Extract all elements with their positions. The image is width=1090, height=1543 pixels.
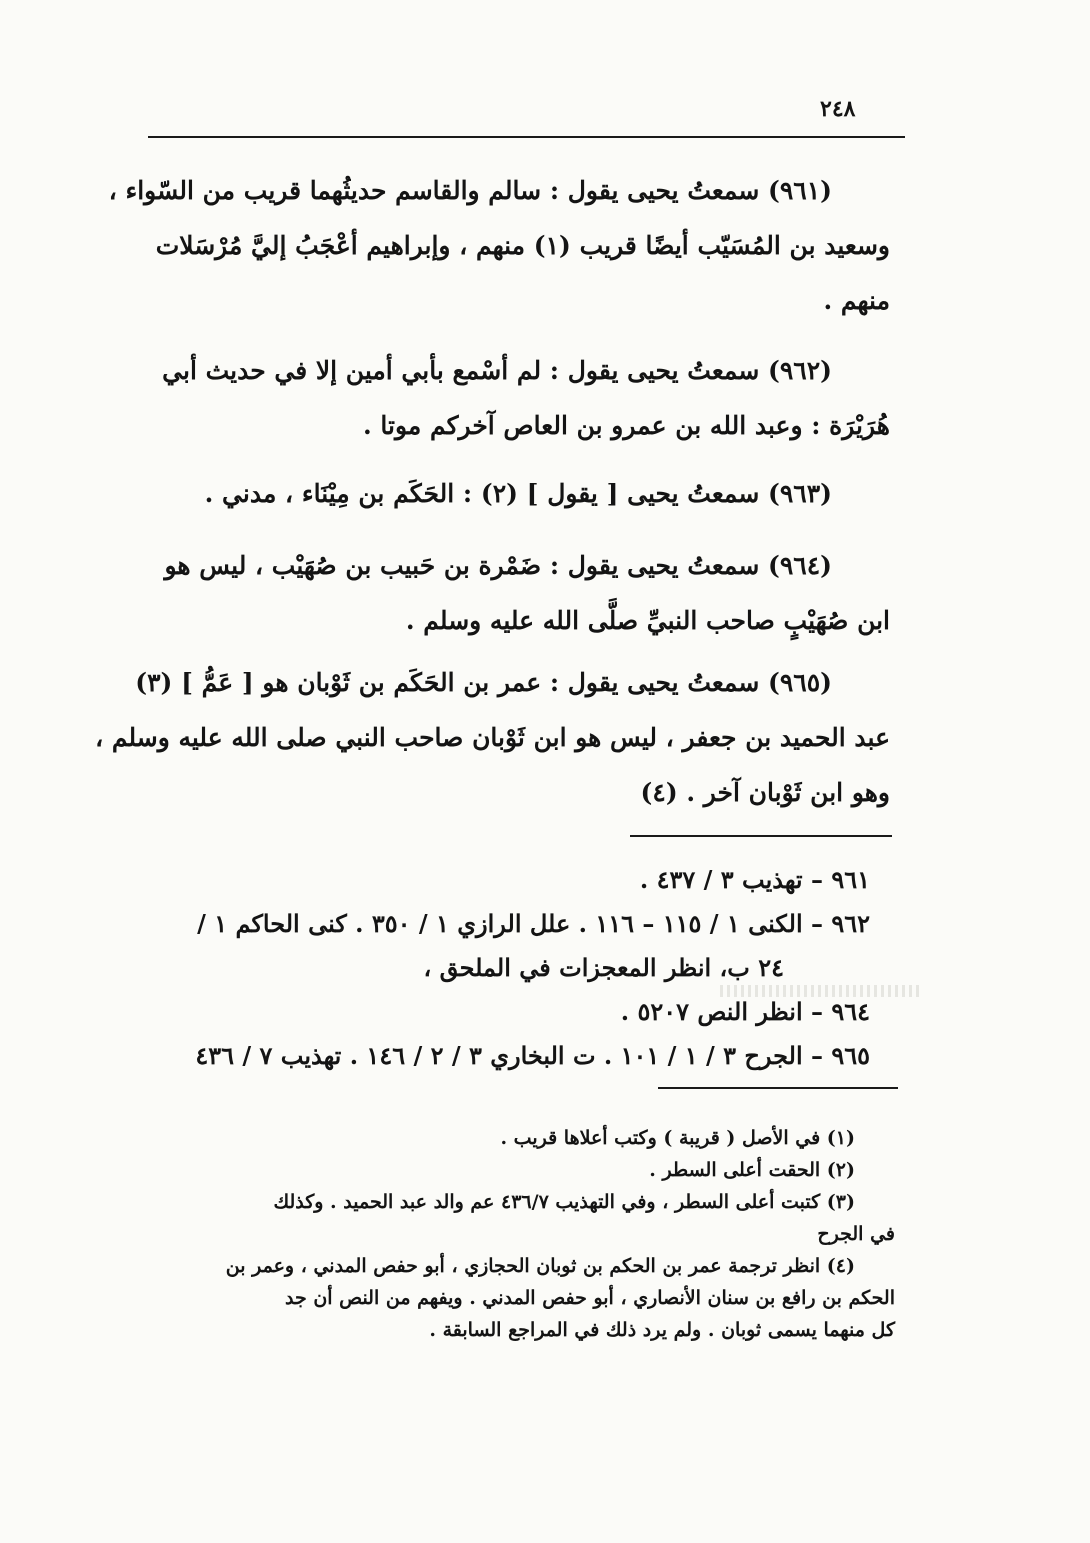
reference-line: ٩٦٢ – الكنى ١ / ١١٥ – ١١٦ . علل الرازي ١ / ٣٥٠ . كنى الحاكم ١ /: [197, 909, 870, 938]
footnote-4-cont: كل منهما يسمى ثوبان . ولم يرد ذلك في المراجع السابقة .: [429, 1319, 895, 1341]
footnote-4-cont: الحكم بن رافع بن سنان الأنصاري ، أبو حفص المدني . ويفهم من النص أن جد: [284, 1287, 895, 1309]
entry-line: (٩٦٢) سمعتُ يحيى يقول : لم أسْمع بأبي أمين إلا في حديث أبي: [162, 356, 832, 385]
entry-964: [160, 538, 890, 648]
footnotes-rule: [658, 1087, 898, 1089]
footnote-3-cont: في الجرح: [817, 1223, 895, 1245]
reference-line: ٩٦١ – تهذيب ٣ / ٤٣٧ .: [639, 865, 870, 894]
reference-line: ٢٤ ب، انظر المعجزات في الملحق ،: [423, 953, 784, 982]
entry-963: [160, 466, 890, 521]
entry-line: منهم .: [823, 286, 890, 315]
entry-line: وهو ابن ثَوْبان آخر . (٤): [640, 778, 890, 807]
print-noise: [720, 985, 920, 997]
references: [150, 858, 870, 1078]
footnote-3: (٣) كتبت أعلى السطر ، وفي التهذيب ٤٣٦/٧ عم والد عبد الحميد . وكذلك: [273, 1191, 855, 1213]
header-rule: [148, 136, 905, 138]
entry-line: (٩٦٣) سمعتُ يحيى [ يقول ] (٢) : الحَكَم بن مِيْنَاء ، مدني .: [204, 479, 832, 508]
entry-965: [95, 655, 890, 820]
entry-line: هُرَيْرَة : وعبد الله بن عمرو بن العاص آخركم موتا .: [363, 411, 890, 440]
entry-line: ابن صُهَيْبٍ صاحب النبيِّ صلَّى الله عليه وسلم .: [405, 606, 890, 635]
entry-line: (٩٦١) سمعتُ يحيى يقول : سالم والقاسم حديثُهما قريب من السّواء ،: [108, 176, 832, 205]
entry-line: (٩٦٥) سمعتُ يحيى يقول : عمر بن الحَكَم بن ثَوْبان هو [ عَمُّ ] (٣): [135, 668, 832, 697]
entry-961: [108, 163, 890, 328]
entry-line: عبد الحميد بن جعفر ، ليس هو ابن ثَوْبان صاحب النبي صلى الله عليه وسلم ،: [95, 723, 890, 752]
page-number: ٢٤٨: [820, 96, 856, 122]
footnote-1: (١) في الأصل ( قريبة ) وكتب أعلاها قريب .: [500, 1127, 855, 1149]
reference-line: ٩٦٤ – انظر النص ٥٢٠٧ .: [620, 997, 870, 1026]
footnotes: [160, 1122, 895, 1346]
footnote-4: (٤) انظر ترجمة عمر بن الحكم بن ثوبان الحجازي ، أبو حفص المدني ، وعمر بن: [225, 1255, 855, 1277]
reference-line: ٩٦٥ – الجرح ٣ / ١ / ١٠١ . ت البخاري ٣ / ٢ / ١٤٦ . تهذيب ٧ / ٤٣٦: [195, 1041, 870, 1070]
references-rule: [630, 835, 892, 837]
entry-line: (٩٦٤) سمعتُ يحيى يقول : ضَمْرة بن حَبيب بن صُهَيْب ، ليس هو: [164, 551, 832, 580]
footnote-2: (٢) الحقت أعلى السطر .: [649, 1159, 855, 1181]
entry-962: [160, 343, 890, 453]
entry-line: وسعيد بن المُسَيّب أيضًا قريب (١) منهم ، وإبراهيم أعْجَبُ إليَّ مُرْسَلات: [155, 231, 890, 260]
